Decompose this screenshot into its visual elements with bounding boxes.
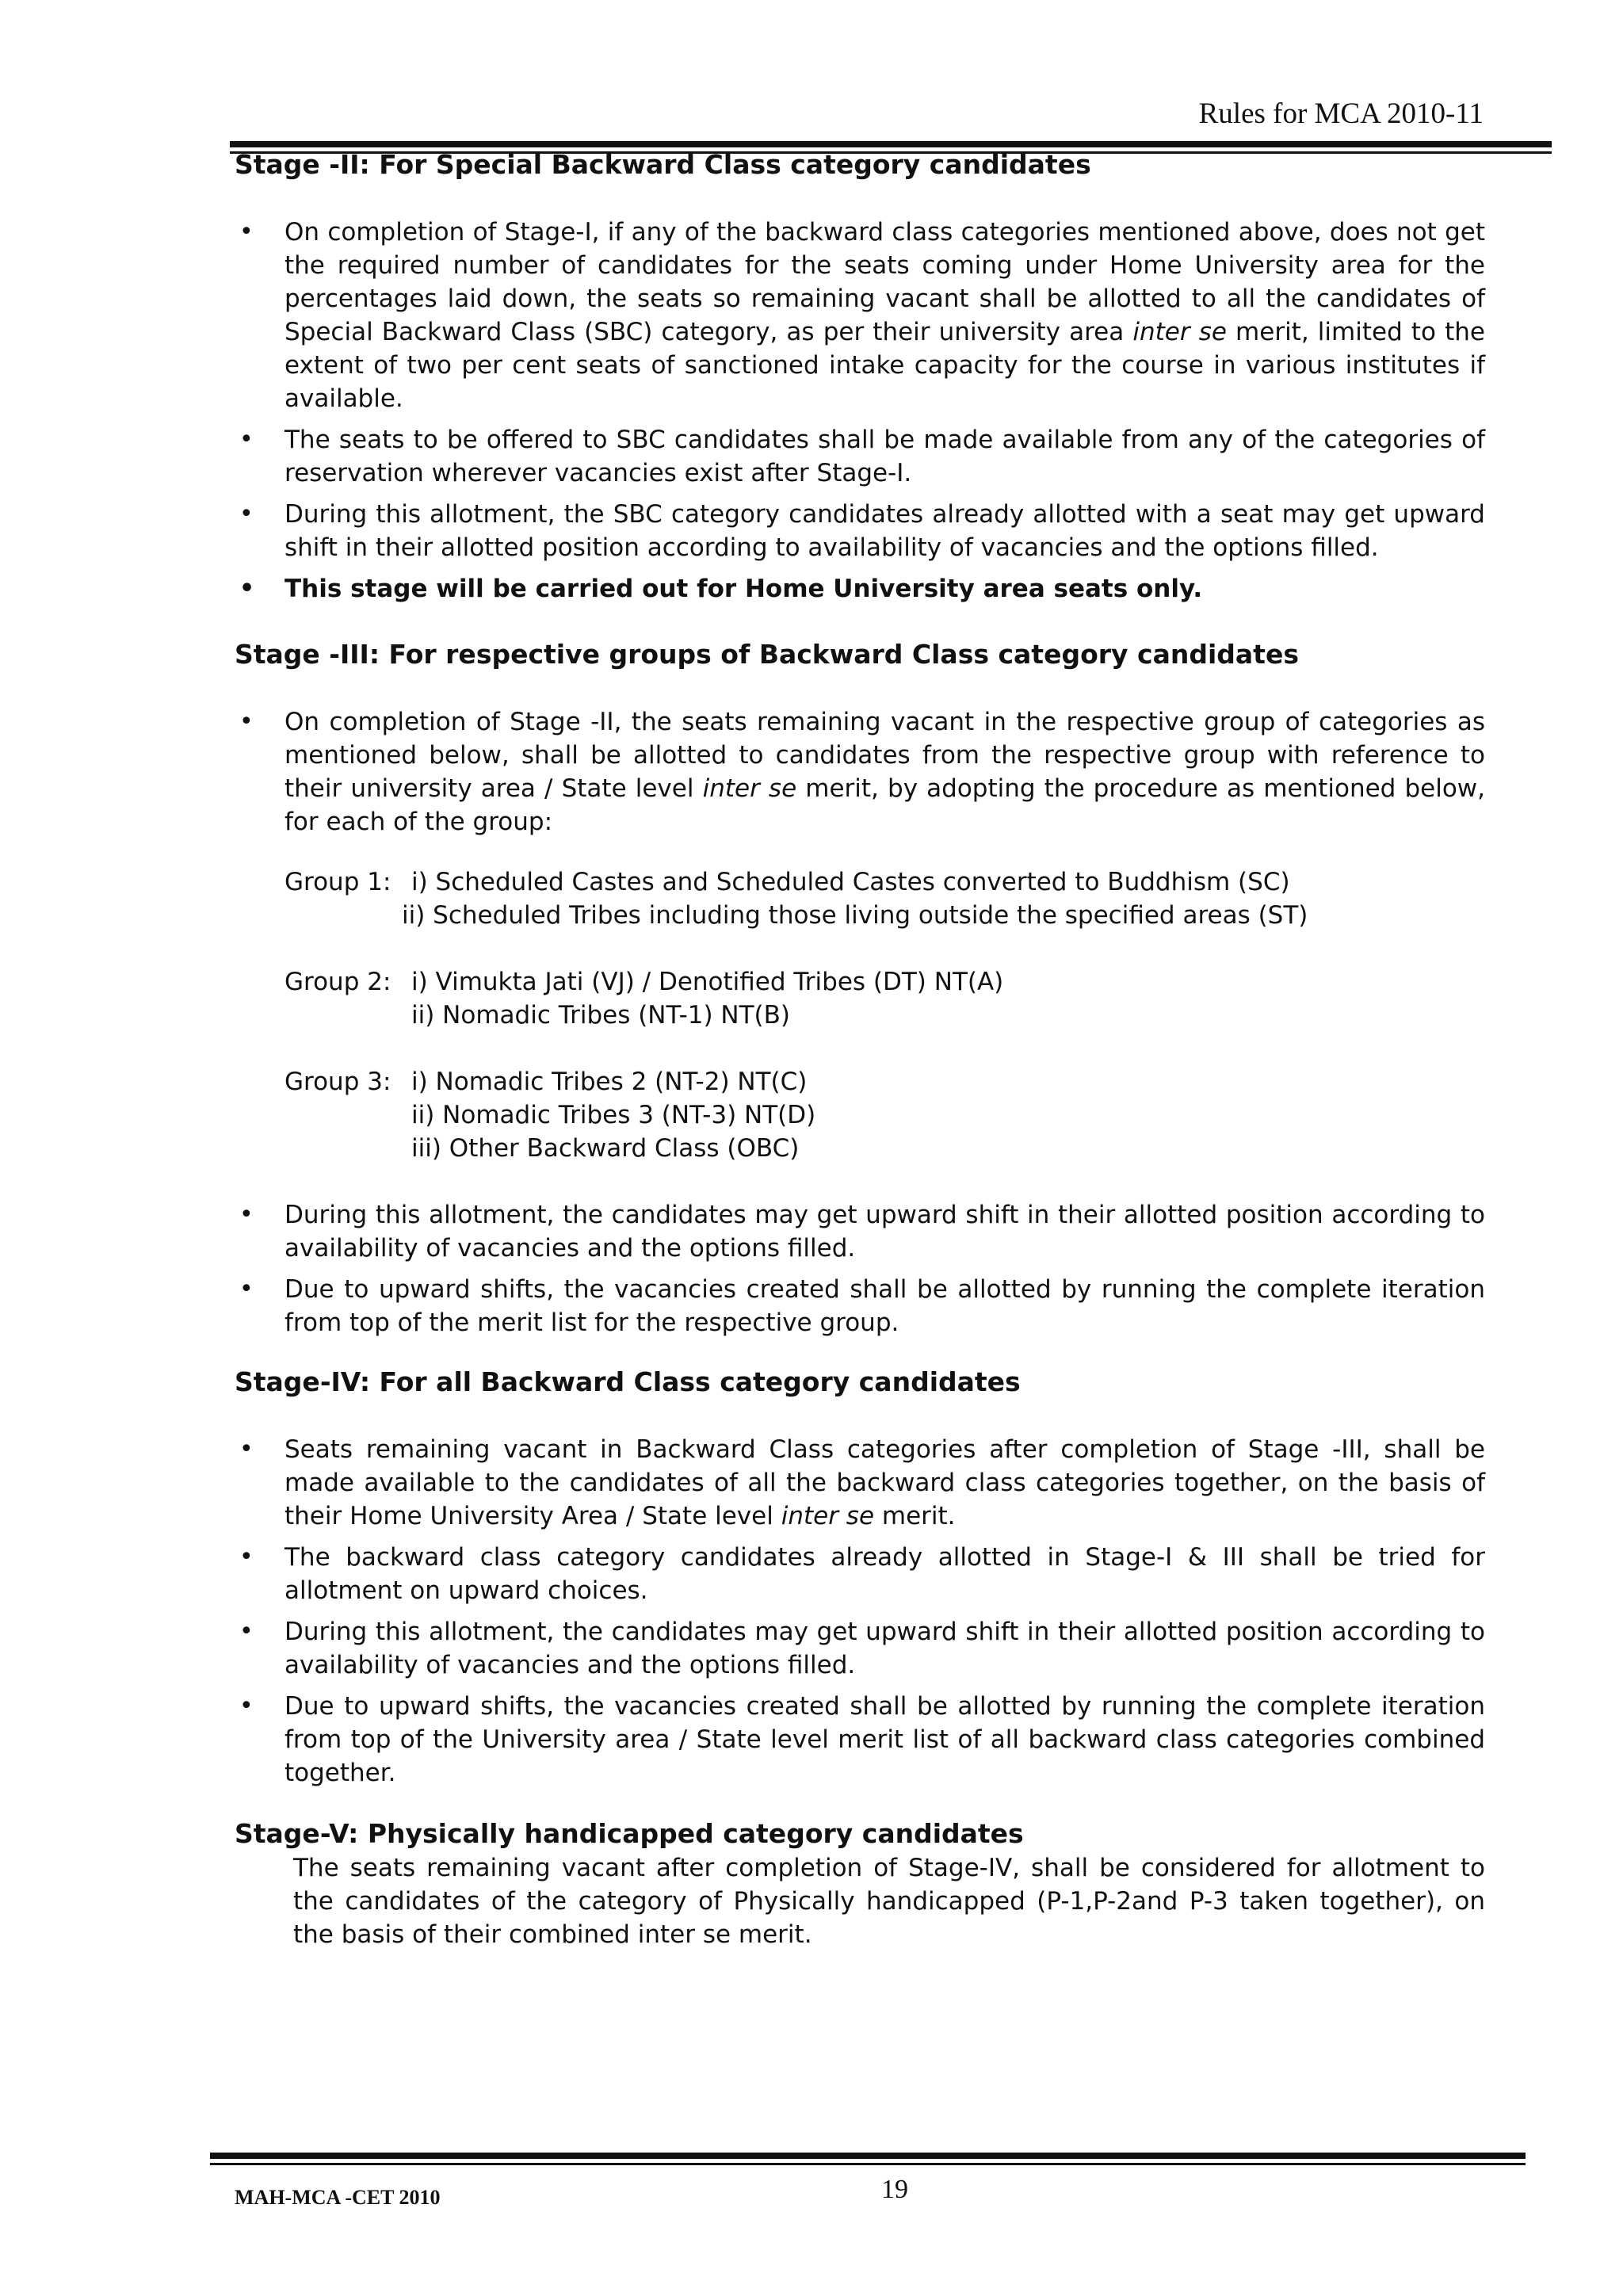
- list-item: • On completion of Stage -II, the seats remaining vacant in the respective group of categories as mentioned below, shall be allotted to candidates from the respective group with reference to their university area / State level inter se merit, by adopting the procedure as mentioned below, for each of the group:: [235, 705, 1485, 839]
- stage-3-list-continued: [235, 1198, 1485, 1339]
- list-item: • On completion of Stage-I, if any of the backward class categories mentioned above, does not get the required number of candidates for the seats coming under Home University area for the percentages laid down, the seats so remaining vacant shall be allotted to all the candidates of Special Backward Class (SBC) category, as per their university area inter se merit, limited to the extent of two per cent seats of sanctioned intake capacity for the course in various institutes if available.: [235, 216, 1485, 415]
- bullet-icon: •: [239, 708, 254, 735]
- footer-label: MAH-MCA -CET 2010: [235, 2186, 441, 2209]
- footer-rule-thick: [210, 2153, 1526, 2159]
- group-label: Group 2:: [285, 968, 391, 996]
- stage-2-heading: Stage -II: For Special Backward Class category candidates: [235, 149, 1091, 180]
- list-item: • Due to upward shifts, the vacancies created shall be allotted by running the complete iteration from top of the merit list for the respective group.: [235, 1273, 1485, 1339]
- list-item: • During this allotment, the SBC category candidates already allotted with a seat may get upward shift in their allotted position according to availability of vacancies and the options filled.: [235, 498, 1485, 564]
- group-item: i) Vimukta Jati (VJ) / Denotified Tribes (DT) NT(A): [411, 968, 1004, 996]
- group-item: i) Nomadic Tribes 2 (NT-2) NT(C): [411, 1068, 808, 1096]
- group-3: [285, 1065, 1485, 1165]
- running-header: Rules for MCA 2010-11: [1198, 97, 1484, 130]
- list-item: • This stage will be carried out for Home University area seats only.: [235, 572, 1485, 606]
- bullet-icon: •: [239, 500, 254, 528]
- group-label: Group 3:: [285, 1068, 391, 1096]
- bullet-icon: •: [239, 426, 254, 453]
- group-item: i) Scheduled Castes and Scheduled Castes converted to Buddhism (SC): [411, 868, 1290, 896]
- bullet-icon: •: [239, 1275, 254, 1303]
- group-item: ii) Nomadic Tribes (NT-1) NT(B): [411, 1001, 791, 1030]
- group-label: Group 1:: [285, 868, 391, 896]
- stage-2-list: [235, 216, 1485, 606]
- stage-4-list: [235, 1433, 1485, 1790]
- group-item: iii) Other Backward Class (OBC): [411, 1134, 800, 1163]
- group-2: [285, 965, 1485, 1032]
- list-item: • During this allotment, the candidates may get upward shift in their allotted position according to availability of vacancies and the options filled.: [235, 1615, 1485, 1682]
- stage-5-paragraph: The seats remaining vacant after completion of Stage-IV, shall be considered for allotment to the candidates of the category of Physically handicapped (P-1,P-2and P-3 taken together), on the basis of their combined inter se merit.: [293, 1854, 1485, 1949]
- group-1: [285, 865, 1485, 932]
- bullet-icon: •: [239, 1543, 254, 1571]
- stage-5-heading: Stage-V: Physically handicapped category candidates: [235, 1818, 1024, 1849]
- list-item: • The seats to be offered to SBC candidates shall be made available from any of the categories of reservation wherever vacancies exist after Stage-I.: [235, 423, 1485, 490]
- list-item: • The backward class category candidates already allotted in Stage-I & III shall be tried for allotment on upward choices.: [235, 1541, 1485, 1607]
- bullet-icon: •: [239, 1618, 254, 1645]
- bullet-icon: •: [239, 218, 254, 246]
- list-item: • Due to upward shifts, the vacancies created shall be allotted by running the complete iteration from top of the University area / State level merit list of all backward class categories combined together.: [235, 1690, 1485, 1790]
- list-item: • Seats remaining vacant in Backward Class categories after completion of Stage -III, shall be made available to the candidates of all the backward class categories together, on the basis of their Home University Area / State level inter se merit.: [235, 1433, 1485, 1533]
- document-body: [235, 147, 1485, 1951]
- list-item: • During this allotment, the candidates may get upward shift in their allotted position according to availability of vacancies and the options filled.: [235, 1198, 1485, 1265]
- group-item: ii) Nomadic Tribes 3 (NT-3) NT(D): [411, 1101, 816, 1129]
- bullet-icon: •: [239, 575, 255, 602]
- bullet-icon: •: [239, 1201, 254, 1228]
- bullet-icon: •: [239, 1692, 254, 1720]
- bullet-icon: •: [239, 1435, 254, 1463]
- stage-4-heading: Stage-IV: For all Backward Class category candidates: [235, 1366, 1021, 1397]
- footer-rule-thin: [210, 2163, 1526, 2165]
- stage-3-heading: Stage -III: For respective groups of Backward Class category candidates: [235, 639, 1299, 670]
- page-number: 19: [881, 2175, 908, 2204]
- stage-3-list: [235, 705, 1485, 839]
- group-item: ii) Scheduled Tribes including those living outside the specified areas (ST): [402, 901, 1308, 930]
- header-rule-thick: [230, 141, 1552, 147]
